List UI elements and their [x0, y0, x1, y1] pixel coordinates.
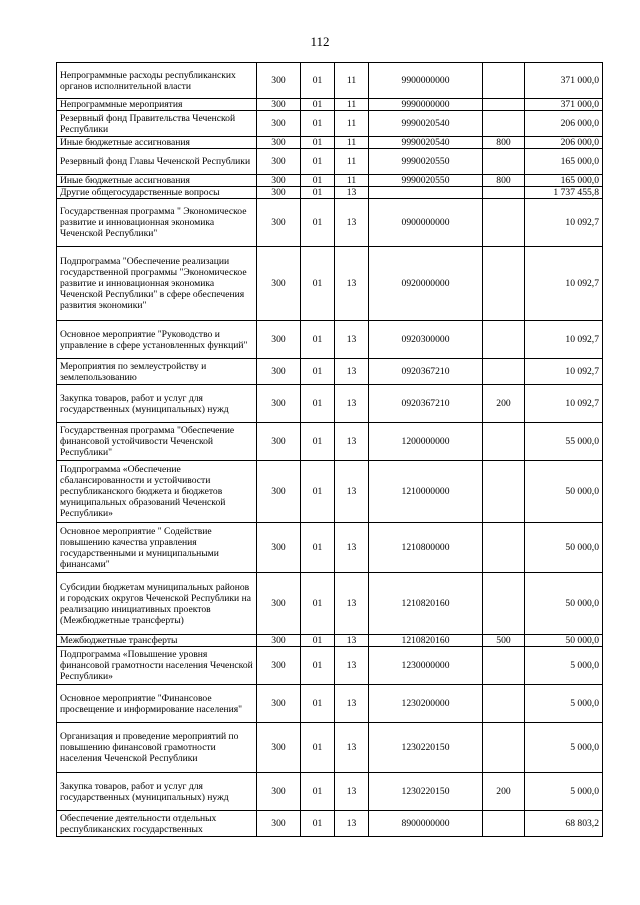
row-subsection-code: 11	[335, 137, 369, 149]
row-section-code: 01	[301, 187, 335, 199]
row-subsection-code: 13	[335, 647, 369, 685]
row-target-article: 1230000000	[369, 647, 483, 685]
row-section-code: 01	[301, 111, 335, 137]
table-row	[57, 647, 603, 685]
row-target-article: 0900000000	[369, 199, 483, 247]
row-name: Государственная программа " Экономическое развитие и инновационная экономика Чеченской Республики"	[57, 199, 257, 247]
row-amount: 5 000,0	[525, 685, 603, 723]
row-ved-code: 300	[257, 423, 301, 461]
row-expense-type	[483, 187, 525, 199]
table-row	[57, 385, 603, 423]
row-amount: 371 000,0	[525, 99, 603, 111]
row-ved-code: 300	[257, 247, 301, 321]
row-target-article: 1230220150	[369, 723, 483, 773]
row-target-article: 1210000000	[369, 461, 483, 523]
row-subsection-code: 13	[335, 523, 369, 573]
row-ved-code: 300	[257, 99, 301, 111]
row-expense-type: 800	[483, 175, 525, 187]
row-subsection-code: 13	[335, 423, 369, 461]
row-subsection-code: 11	[335, 149, 369, 175]
row-section-code: 01	[301, 199, 335, 247]
row-amount: 206 000,0	[525, 137, 603, 149]
row-section-code: 01	[301, 175, 335, 187]
row-name: Межбюджетные трансферты	[57, 635, 257, 647]
row-subsection-code: 11	[335, 63, 369, 99]
table-row	[57, 247, 603, 321]
row-subsection-code: 13	[335, 573, 369, 635]
row-section-code: 01	[301, 149, 335, 175]
row-subsection-code: 13	[335, 199, 369, 247]
row-amount: 10 092,7	[525, 199, 603, 247]
row-expense-type	[483, 423, 525, 461]
table-row	[57, 187, 603, 199]
row-target-article: 1210820160	[369, 635, 483, 647]
table-row	[57, 111, 603, 137]
row-amount: 5 000,0	[525, 647, 603, 685]
row-ved-code: 300	[257, 635, 301, 647]
page-number: 112	[310, 34, 330, 49]
table-row	[57, 175, 603, 187]
row-expense-type	[483, 149, 525, 175]
row-expense-type	[483, 63, 525, 99]
row-subsection-code: 13	[335, 385, 369, 423]
row-amount: 68 803,2	[525, 811, 603, 837]
row-amount: 50 000,0	[525, 523, 603, 573]
row-amount: 10 092,7	[525, 247, 603, 321]
row-name: Непрограммные расходы республиканских органов исполнительной власти	[57, 63, 257, 99]
row-ved-code: 300	[257, 149, 301, 175]
row-expense-type	[483, 111, 525, 137]
row-target-article: 9900000000	[369, 63, 483, 99]
row-name: Государственная программа "Обеспечение финансовой устойчивости Чеченской Республики"	[57, 423, 257, 461]
row-subsection-code: 13	[335, 461, 369, 523]
row-ved-code: 300	[257, 187, 301, 199]
row-expense-type	[483, 723, 525, 773]
table-row	[57, 461, 603, 523]
row-ved-code: 300	[257, 573, 301, 635]
row-target-article: 9990000000	[369, 99, 483, 111]
row-name: Основное мероприятие " Содействие повышению качества управления государственными и муниципальными финансами"	[57, 523, 257, 573]
row-expense-type: 200	[483, 385, 525, 423]
table-row	[57, 685, 603, 723]
row-ved-code: 300	[257, 63, 301, 99]
row-amount: 206 000,0	[525, 111, 603, 137]
row-name: Организация и проведение мероприятий по повышению финансовой грамотности населения Чеченской Республики	[57, 723, 257, 773]
row-amount: 10 092,7	[525, 321, 603, 359]
row-amount: 10 092,7	[525, 385, 603, 423]
row-subsection-code: 11	[335, 99, 369, 111]
row-target-article: 8900000000	[369, 811, 483, 837]
row-name: Обеспечение деятельности отдельных республиканских государственных	[57, 811, 257, 837]
table-row	[57, 63, 603, 99]
row-ved-code: 300	[257, 811, 301, 837]
row-name: Иные бюджетные ассигнования	[57, 175, 257, 187]
row-target-article: 1230220150	[369, 773, 483, 811]
row-target-article: 0920000000	[369, 247, 483, 321]
table-row	[57, 137, 603, 149]
row-ved-code: 300	[257, 523, 301, 573]
table-row	[57, 149, 603, 175]
row-subsection-code: 13	[335, 685, 369, 723]
row-subsection-code: 13	[335, 723, 369, 773]
row-subsection-code: 13	[335, 635, 369, 647]
row-name: Субсидии бюджетам муниципальных районов и городских округов Чеченской Республики на реализацию инициативных проектов (Межбюджетные трансферты)	[57, 573, 257, 635]
row-section-code: 01	[301, 385, 335, 423]
budget-table	[56, 62, 603, 837]
row-amount: 1 737 455,8	[525, 187, 603, 199]
row-target-article: 9990020540	[369, 111, 483, 137]
row-ved-code: 300	[257, 647, 301, 685]
row-expense-type	[483, 99, 525, 111]
row-section-code: 01	[301, 573, 335, 635]
row-target-article: 1210820160	[369, 573, 483, 635]
row-ved-code: 300	[257, 175, 301, 187]
table-row	[57, 199, 603, 247]
row-expense-type	[483, 199, 525, 247]
row-name: Резервный фонд Главы Чеченской Республики	[57, 149, 257, 175]
row-ved-code: 300	[257, 321, 301, 359]
row-subsection-code: 11	[335, 111, 369, 137]
row-subsection-code: 13	[335, 773, 369, 811]
row-name: Другие общегосударственные вопросы	[57, 187, 257, 199]
table-row	[57, 635, 603, 647]
row-name: Основное мероприятие "Руководство и управление в сфере установленных функций"	[57, 321, 257, 359]
row-name: Резервный фонд Правительства Чеченской Республики	[57, 111, 257, 137]
row-section-code: 01	[301, 647, 335, 685]
row-subsection-code: 13	[335, 187, 369, 199]
row-name: Иные бюджетные ассигнования	[57, 137, 257, 149]
row-expense-type: 200	[483, 773, 525, 811]
row-target-article: 0920300000	[369, 321, 483, 359]
row-expense-type	[483, 461, 525, 523]
row-name: Подпрограмма "Обеспечение реализации государственной программы "Экономическое развитие и инновационная экономика Чеченской Республики" в сфере обеспечения развития экономики"	[57, 247, 257, 321]
row-amount: 371 000,0	[525, 63, 603, 99]
row-ved-code: 300	[257, 685, 301, 723]
row-target-article: 1210800000	[369, 523, 483, 573]
row-ved-code: 300	[257, 111, 301, 137]
row-name: Непрограммные мероприятия	[57, 99, 257, 111]
row-subsection-code: 13	[335, 321, 369, 359]
row-amount: 165 000,0	[525, 175, 603, 187]
row-amount: 5 000,0	[525, 723, 603, 773]
row-section-code: 01	[301, 321, 335, 359]
row-subsection-code: 11	[335, 175, 369, 187]
table-row	[57, 99, 603, 111]
row-section-code: 01	[301, 423, 335, 461]
row-section-code: 01	[301, 773, 335, 811]
row-section-code: 01	[301, 635, 335, 647]
row-target-article: 9990020540	[369, 137, 483, 149]
row-target-article: 0920367210	[369, 359, 483, 385]
table-row	[57, 811, 603, 837]
row-expense-type: 800	[483, 137, 525, 149]
row-section-code: 01	[301, 137, 335, 149]
row-expense-type: 500	[483, 635, 525, 647]
row-ved-code: 300	[257, 137, 301, 149]
table-row	[57, 321, 603, 359]
row-ved-code: 300	[257, 773, 301, 811]
row-amount: 5 000,0	[525, 773, 603, 811]
row-ved-code: 300	[257, 359, 301, 385]
row-name: Подпрограмма «Повышение уровня финансовой грамотности населения Чеченской Республики»	[57, 647, 257, 685]
row-target-article: 1200000000	[369, 423, 483, 461]
row-name: Закупка товаров, работ и услуг для государственных (муниципальных) нужд	[57, 385, 257, 423]
table-row	[57, 773, 603, 811]
row-expense-type	[483, 523, 525, 573]
row-section-code: 01	[301, 685, 335, 723]
row-ved-code: 300	[257, 385, 301, 423]
row-name: Мероприятия по землеустройству и землепользованию	[57, 359, 257, 385]
row-target-article	[369, 187, 483, 199]
row-expense-type	[483, 811, 525, 837]
table-row	[57, 423, 603, 461]
row-subsection-code: 13	[335, 359, 369, 385]
row-target-article: 9990020550	[369, 149, 483, 175]
row-amount: 10 092,7	[525, 359, 603, 385]
row-amount: 55 000,0	[525, 423, 603, 461]
row-ved-code: 300	[257, 723, 301, 773]
row-expense-type	[483, 573, 525, 635]
row-target-article: 0920367210	[369, 385, 483, 423]
row-name: Подпрограмма «Обеспечение сбалансированности и устойчивости республиканского бюджета и бюджетов муниципальных образований Чеченской Республики»	[57, 461, 257, 523]
row-expense-type	[483, 647, 525, 685]
row-ved-code: 300	[257, 199, 301, 247]
row-target-article: 9990020550	[369, 175, 483, 187]
table-row	[57, 523, 603, 573]
row-expense-type	[483, 247, 525, 321]
row-section-code: 01	[301, 99, 335, 111]
row-section-code: 01	[301, 247, 335, 321]
table-row	[57, 723, 603, 773]
row-section-code: 01	[301, 63, 335, 99]
row-subsection-code: 13	[335, 811, 369, 837]
row-expense-type	[483, 321, 525, 359]
row-section-code: 01	[301, 461, 335, 523]
row-ved-code: 300	[257, 461, 301, 523]
row-amount: 165 000,0	[525, 149, 603, 175]
row-amount: 50 000,0	[525, 461, 603, 523]
row-amount: 50 000,0	[525, 635, 603, 647]
row-section-code: 01	[301, 811, 335, 837]
row-name: Закупка товаров, работ и услуг для государственных (муниципальных) нужд	[57, 773, 257, 811]
row-name: Основное мероприятие "Финансовое просвещение и информирование населения"	[57, 685, 257, 723]
row-section-code: 01	[301, 523, 335, 573]
row-expense-type	[483, 685, 525, 723]
table-row	[57, 359, 603, 385]
row-expense-type	[483, 359, 525, 385]
row-section-code: 01	[301, 359, 335, 385]
row-section-code: 01	[301, 723, 335, 773]
table-row	[57, 573, 603, 635]
row-amount: 50 000,0	[525, 573, 603, 635]
row-subsection-code: 13	[335, 247, 369, 321]
row-target-article: 1230200000	[369, 685, 483, 723]
